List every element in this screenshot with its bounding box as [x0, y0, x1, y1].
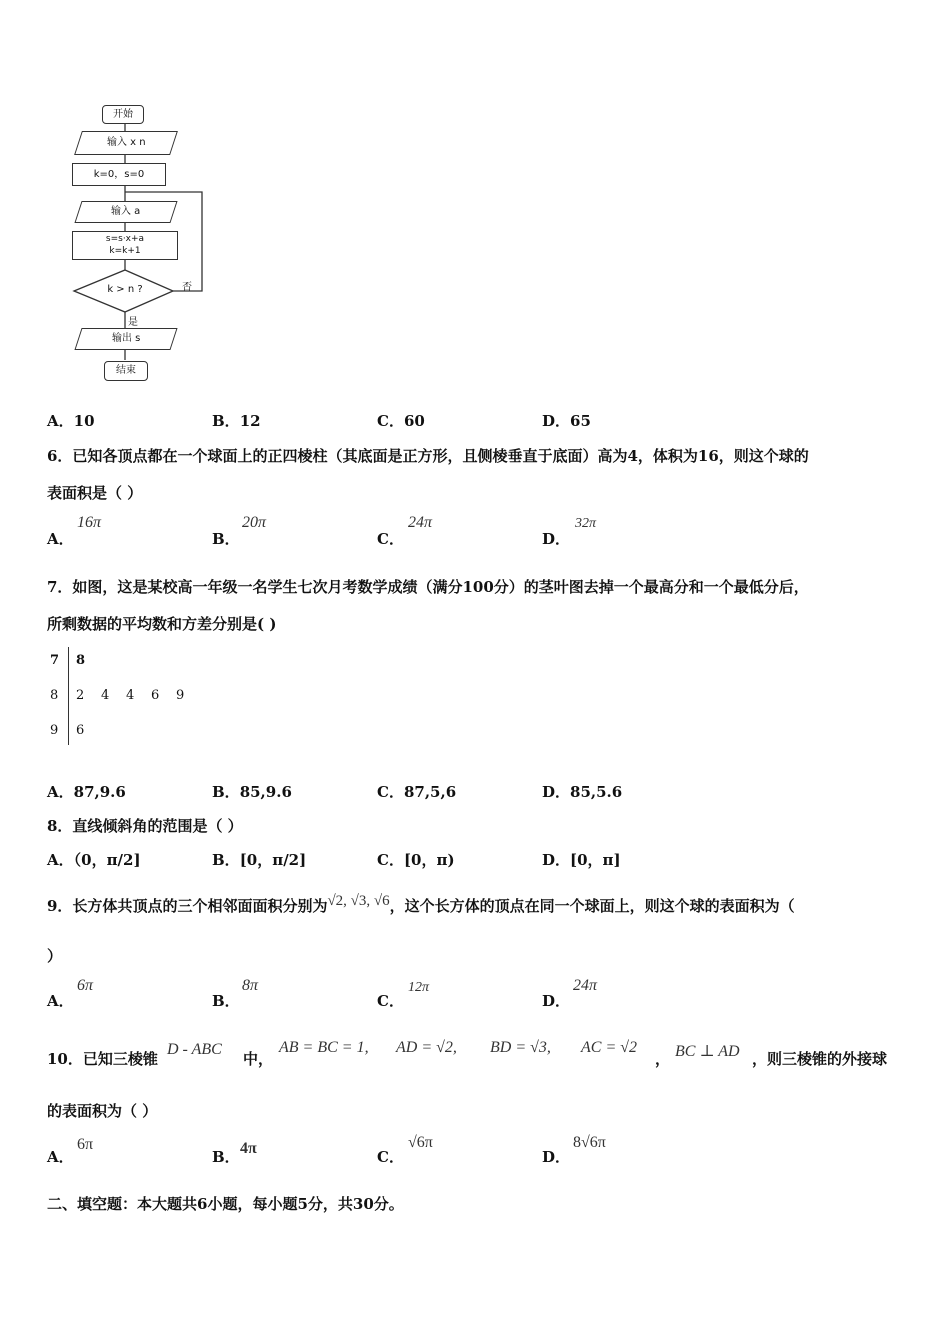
stem-leaf-divider — [68, 647, 69, 745]
q10-cond2: AD = √2, — [396, 1039, 457, 1056]
q9-option-a: A． — [47, 992, 74, 1010]
q9-text-a: 9．长方体共顶点的三个相邻面面积分别为 — [47, 897, 328, 915]
flowchart-process — [72, 231, 178, 260]
q6-option-b-value: 20π — [242, 514, 267, 531]
q8-option-c: C．[0，π) — [377, 851, 455, 869]
flowchart-input-xn: 输入 x n — [74, 131, 178, 155]
leaf-7-0: 8 — [76, 653, 86, 668]
stem-8: 8 — [50, 688, 59, 703]
q9-option-b-value: 8π — [242, 977, 259, 994]
q9-option-d-value: 24π — [573, 977, 598, 994]
flowchart-update-s: s=s·x+a — [105, 234, 145, 244]
q10-option-b-value: 4π — [240, 1140, 257, 1157]
q7-option-d: D．85,5.6 — [542, 783, 623, 801]
q10-zhong: 中， — [243, 1050, 274, 1068]
q7-option-a: A．87,9.6 — [47, 783, 126, 801]
q10-cond5: BC ⊥ AD — [675, 1043, 740, 1060]
q9-option-b: B． — [212, 992, 240, 1010]
q6-line1: 6．已知各顶点都在一个球面上的正四棱柱（其底面是正方形，且侧棱垂直于底面）高为4，体积为16，则这个球的 — [47, 447, 809, 465]
q6-option-c-value: 24π — [408, 514, 433, 531]
flowchart-init: k=0，s=0 — [72, 163, 166, 186]
stem-leaf-plot — [47, 647, 247, 752]
section-2-heading: 二、填空题：本大题共6小题，每小题5分，共30分。 — [47, 1195, 404, 1213]
q9-line1 — [47, 895, 795, 916]
leaf-9-0: 6 — [76, 723, 85, 738]
q9-math: √2, √3, √6 — [327, 893, 390, 909]
q10-option-b: B． — [212, 1148, 240, 1166]
q8-option-d: D．[0，π] — [542, 851, 621, 869]
flowchart-input-a: 输入 a — [74, 201, 177, 223]
leaf-8-0: 2 — [76, 688, 85, 703]
flowchart-end: 结束 — [104, 361, 148, 381]
leaf-8-4: 9 — [176, 688, 185, 703]
q7-line2: 所剩数据的平均数和方差分别是( ) — [47, 615, 277, 633]
q10-option-d: D． — [542, 1148, 571, 1166]
flowchart-condition: k > n ? — [107, 284, 143, 295]
q10-prefix: 10．已知三棱锥 — [47, 1050, 158, 1068]
q5-option-a: A．10 — [47, 412, 95, 430]
q9-line2: ） — [47, 947, 63, 965]
flowchart-yes-label: 是 — [128, 317, 138, 328]
q6-option-c: C． — [377, 530, 404, 548]
q9-option-c-value: 12π — [408, 980, 430, 995]
q10-suffix: ，则三棱锥的外接球 — [752, 1050, 888, 1068]
stem-9: 9 — [50, 723, 59, 738]
q10-tetra: D - ABC — [167, 1041, 222, 1058]
leaf-8-1: 4 — [101, 688, 110, 703]
q6-option-d: D． — [542, 530, 571, 548]
q6-option-b: B． — [212, 530, 240, 548]
q10-option-a: A． — [47, 1148, 74, 1166]
q10-comma: ， — [655, 1050, 671, 1068]
flowchart-update-k: k=k+1 — [109, 246, 141, 256]
q6-option-a: A． — [47, 530, 74, 548]
q8-option-a: A．（0，π/2] — [47, 851, 141, 869]
flowchart-start: 开始 — [102, 105, 144, 124]
flowchart — [60, 100, 220, 390]
q9-option-a-value: 6π — [77, 977, 94, 994]
q6-line2: 表面积是（ ） — [47, 484, 143, 502]
q5-option-d: D．65 — [542, 412, 591, 430]
q9-option-c: C． — [377, 992, 404, 1010]
q6-option-d-value: 32π — [575, 516, 597, 531]
q7-line1: 7．如图，这是某校高一年级一名学生七次月考数学成绩（满分100分）的茎叶图去掉一个最高分和一个最低分后， — [47, 578, 809, 596]
q10-cond4: AC = √2 — [581, 1039, 638, 1056]
q6-option-a-value: 16π — [77, 514, 102, 531]
flowchart-output: 输出 s — [74, 328, 177, 350]
flowchart-no-label: 否 — [182, 282, 192, 293]
q10-option-a-value: 6π — [77, 1136, 94, 1153]
q10-option-c: C． — [377, 1148, 404, 1166]
q7-option-c: C．87,5,6 — [377, 783, 457, 801]
leaf-8-3: 6 — [151, 688, 160, 703]
q10-cond1: AB = BC = 1, — [279, 1039, 369, 1056]
q9-text-b: ，这个长方体的顶点在同一个球面上，则这个球的表面积为（ — [389, 897, 795, 915]
q5-option-c: C．60 — [377, 412, 425, 430]
q8-option-b: B．[0，π/2] — [212, 851, 307, 869]
q10-option-c-value: √6π — [408, 1134, 433, 1151]
q10-line2: 的表面积为（ ） — [47, 1102, 158, 1120]
q8-line1: 8．直线倾斜角的范围是（ ） — [47, 817, 243, 835]
stem-7: 7 — [50, 653, 60, 668]
q7-option-b: B．85,9.6 — [212, 783, 292, 801]
q5-option-b: B．12 — [212, 412, 261, 430]
q10-cond3: BD = √3, — [490, 1039, 551, 1056]
leaf-8-2: 4 — [126, 688, 135, 703]
q10-option-d-value: 8√6π — [573, 1134, 606, 1151]
q9-option-d: D． — [542, 992, 571, 1010]
